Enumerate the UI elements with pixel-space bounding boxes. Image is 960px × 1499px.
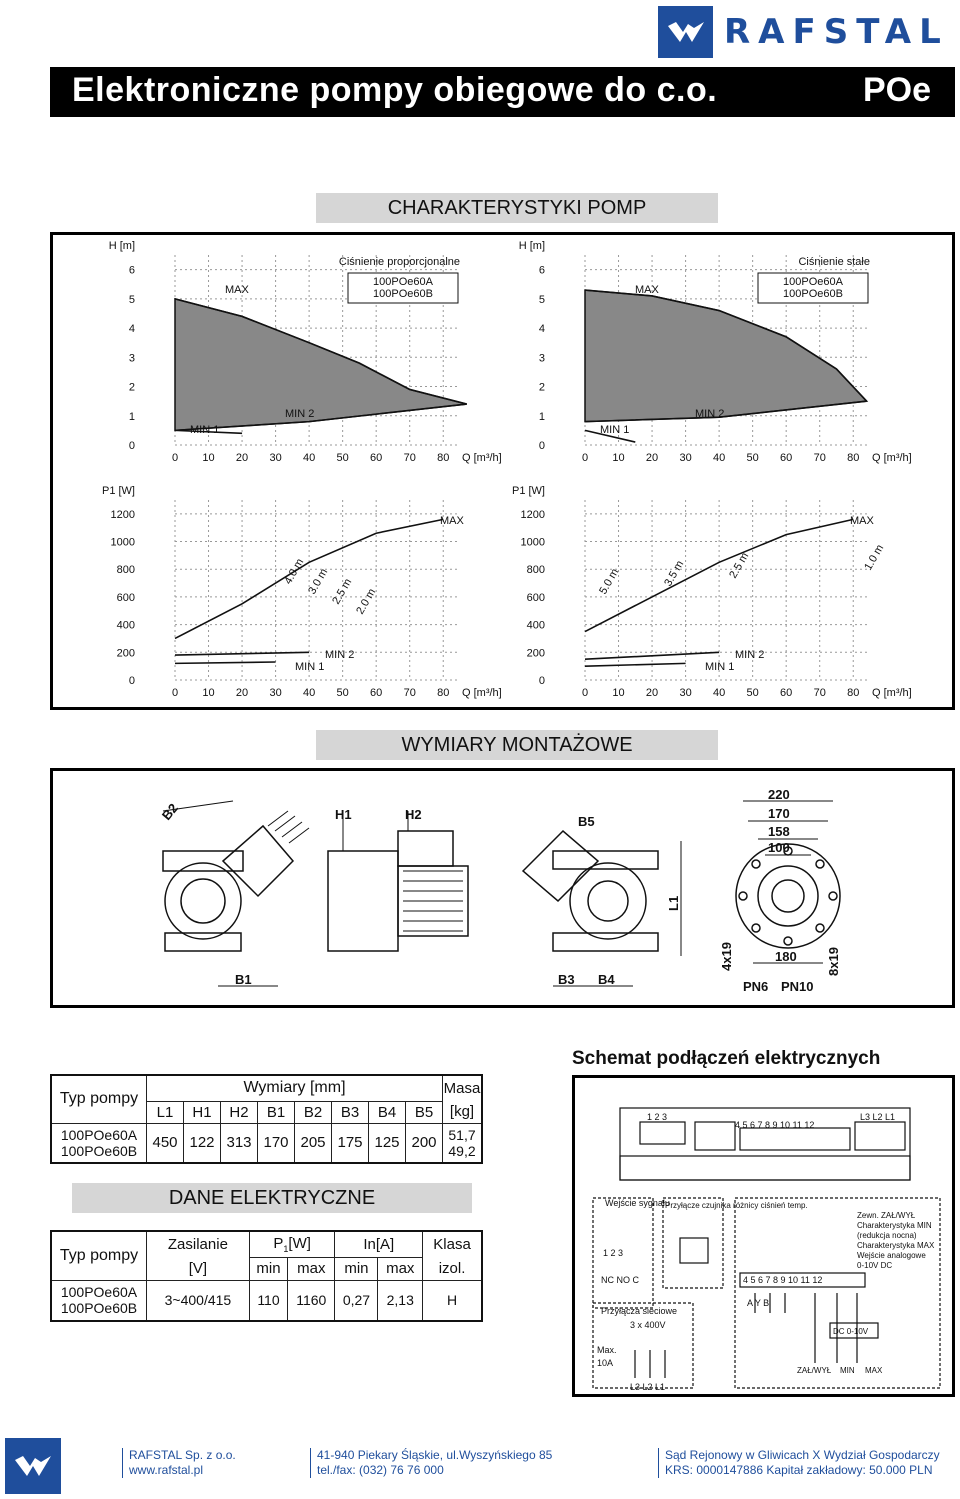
electrical-table xyxy=(50,1230,483,1322)
x-tick-label: 10 xyxy=(202,452,215,464)
el-class-sub: izol. xyxy=(423,1258,482,1281)
y-tick-label: 1 xyxy=(538,410,545,423)
el-current: In[A] xyxy=(335,1231,423,1258)
dim-value-l1: 450 xyxy=(147,1123,184,1163)
y-tick-label: 200 xyxy=(526,647,545,660)
footer-krs: KRS: 0000147886 Kapitał zakładowy: 50.000 PLN xyxy=(665,1463,933,1477)
el-supply: Zasilanie xyxy=(147,1231,250,1258)
el-class-val: H xyxy=(423,1280,482,1321)
dim-l1: L1 xyxy=(666,895,681,911)
dim-value-b5: 200 xyxy=(406,1123,443,1163)
y-tick-label: 1000 xyxy=(520,536,545,549)
curve-label: 1.0 m xyxy=(862,542,887,573)
wiring-panel xyxy=(572,1075,955,1397)
wiring-10a: 10A xyxy=(597,1358,614,1368)
dim-b4: B4 xyxy=(598,972,615,987)
y-tick-label: 4 xyxy=(128,323,135,336)
x-tick-label: 70 xyxy=(403,687,416,699)
sensor-socket xyxy=(680,1238,708,1263)
x-tick-label: 50 xyxy=(746,452,759,464)
wiring-min: MIN xyxy=(840,1366,855,1375)
y-tick-label: 0 xyxy=(128,675,135,687)
dim-h1: H1 xyxy=(335,807,352,822)
dim-masses: 51,7 49,2 xyxy=(443,1123,483,1163)
x-tick-label: 30 xyxy=(269,687,282,699)
x-tick-label: 20 xyxy=(645,687,659,699)
model-label: 100POe60B xyxy=(783,288,843,300)
charts-svg xyxy=(53,235,952,707)
dim-header-h2: H2 xyxy=(221,1101,258,1123)
curve-label: 4.0 m xyxy=(282,556,307,587)
dim-b3: B3 xyxy=(558,972,575,987)
operating-area xyxy=(585,290,867,422)
el-imin: 0,27 xyxy=(335,1280,378,1321)
chart-title: Ciśnienie proporcjonalne xyxy=(338,256,460,268)
x-tick-label: 40 xyxy=(712,687,726,699)
dim-group-header: Wymiary [mm] xyxy=(147,1075,443,1101)
footer-court: Sąd Rejonowy w Gliwicach X Wydział Gospodarczy xyxy=(665,1448,940,1462)
curve-label: MIN 2 xyxy=(285,408,315,420)
x-tick-label: 70 xyxy=(403,452,416,464)
mass-header: Masa xyxy=(443,1075,483,1101)
page-title: Elektroniczne pompy obiegowe do c.o. xyxy=(72,71,718,109)
x-axis-label: Q [m³/h] xyxy=(462,687,502,699)
pump-housing-back xyxy=(570,863,646,939)
y-tick-label: 3 xyxy=(538,352,545,365)
x-tick-label: 40 xyxy=(302,687,316,699)
footer-street: 41-940 Piekary Śląskie, ul.Wyszyńskiego 85 xyxy=(317,1448,553,1462)
wiring-l321: L3 L2 L1 xyxy=(630,1382,666,1392)
x-tick-label: 70 xyxy=(813,687,826,699)
dim-value-b2: 205 xyxy=(295,1123,332,1163)
dim-header-b2: B2 xyxy=(295,1101,332,1123)
wiring-zal: ZAŁ/WYŁ xyxy=(797,1366,832,1375)
curve-label: MIN 2 xyxy=(735,649,765,661)
curve-label: MAX xyxy=(440,515,464,527)
dim-value-h1: 122 xyxy=(184,1123,221,1163)
y-tick-label: 800 xyxy=(526,564,545,577)
chart-1 xyxy=(519,240,912,464)
wiring-max-l: MAX xyxy=(865,1366,883,1375)
curve-label: 3.0 m xyxy=(306,566,331,597)
curve-label: 5.0 m xyxy=(597,566,622,597)
dim-b1: B1 xyxy=(235,972,252,987)
y-tick-label: 5 xyxy=(128,293,135,306)
mass-unit: [kg] xyxy=(443,1101,483,1123)
label-pn10: PN10 xyxy=(781,979,814,994)
dim-220: 220 xyxy=(768,787,790,802)
wiring-t4-12-ext: 4 5 6 7 8 9 10 11 12 xyxy=(743,1275,823,1285)
y-axis-label: H [m] xyxy=(518,240,545,252)
curve-label: MAX xyxy=(225,284,249,296)
x-tick-label: 80 xyxy=(437,687,450,699)
x-tick-label: 80 xyxy=(847,452,860,464)
wiring-t123: 1 2 3 xyxy=(647,1112,668,1122)
model-label: 100POe60B xyxy=(373,288,433,300)
dim-header-h1: H1 xyxy=(184,1101,221,1123)
pump-housing-front xyxy=(165,863,241,939)
y-tick-label: 6 xyxy=(128,264,135,277)
dimensions-table xyxy=(50,1074,483,1164)
el-supply-unit: [V] xyxy=(147,1258,250,1281)
dim-8x19: 8x19 xyxy=(826,947,841,976)
x-tick-label: 60 xyxy=(780,452,793,464)
el-power: $P_1[W]$ xyxy=(249,1231,335,1258)
el-models: 100POe60A 100POe60B xyxy=(51,1280,147,1321)
x-tick-label: 0 xyxy=(171,452,179,464)
x-tick-label: 60 xyxy=(370,452,383,464)
dimensions-panel xyxy=(50,768,955,1008)
operating-area xyxy=(175,299,467,431)
x-tick-label: 20 xyxy=(235,687,249,699)
y-tick-label: 2 xyxy=(128,381,135,394)
dim-100: 100 xyxy=(768,840,790,855)
chart-title: Ciśnienie stałe xyxy=(798,256,870,268)
y-tick-label: 1 xyxy=(128,410,135,423)
wiring-ext5: Wejście analogowe xyxy=(857,1251,926,1260)
el-pmin-h: min xyxy=(249,1258,287,1281)
el-pmax-h: max xyxy=(288,1258,335,1281)
curve-label: MIN 2 xyxy=(325,649,355,661)
curve-label: 3.5 m xyxy=(662,558,687,589)
el-imax: 2,13 xyxy=(378,1280,423,1321)
y-axis-label: P1 [W] xyxy=(511,485,545,497)
dim-170: 170 xyxy=(768,806,790,821)
sensor-block xyxy=(663,1198,723,1288)
dim-col-type: Typ pompy xyxy=(51,1075,147,1123)
curve-label: MIN 1 xyxy=(295,661,325,673)
wiring-mains: Przyłącza sieciowe xyxy=(601,1306,678,1316)
el-supply-val: 3~400/415 xyxy=(147,1280,250,1321)
curve-label: MIN 1 xyxy=(190,424,220,436)
curve-label: MIN 1 xyxy=(600,424,630,436)
brand-name: RAFSTAL xyxy=(724,12,949,52)
x-tick-label: 10 xyxy=(202,687,215,699)
wiring-ext6: 0-10V DC xyxy=(857,1261,893,1270)
dim-158: 158 xyxy=(768,824,790,839)
dim-header-b4: B4 xyxy=(369,1101,406,1123)
terminal-box-back xyxy=(523,831,598,901)
y-tick-label: 0 xyxy=(128,440,135,452)
wiring-nc-no-c: NC NO C xyxy=(601,1275,639,1285)
x-tick-label: 60 xyxy=(370,687,383,699)
y-tick-label: 1200 xyxy=(520,508,545,521)
x-tick-label: 50 xyxy=(336,452,349,464)
dim-header-l1: L1 xyxy=(147,1101,184,1123)
label-pn6: PN6 xyxy=(743,979,769,994)
section-electrical-title: DANE ELEKTRYCZNE xyxy=(72,1183,472,1213)
curve-label: MIN 2 xyxy=(695,408,725,420)
footer-company-name: RAFSTAL Sp. z o.o. xyxy=(129,1448,236,1462)
y-tick-label: 600 xyxy=(526,591,545,604)
dim-h2: H2 xyxy=(405,807,422,822)
el-pmin: 110 xyxy=(249,1280,287,1321)
x-tick-label: 0 xyxy=(171,687,179,699)
section-characteristics-title: CHARAKTERYSTYKI POMP xyxy=(316,193,718,223)
wiring-ext1: Zewn. ZAŁ/WYŁ xyxy=(857,1211,916,1220)
wiring-400v: 3 x 400V xyxy=(630,1320,666,1330)
wiring-tl: L3 L2 L1 xyxy=(860,1112,896,1122)
dim-value-b3: 175 xyxy=(332,1123,369,1163)
x-tick-label: 30 xyxy=(269,452,282,464)
wiring-svg xyxy=(575,1078,952,1394)
control-box-side xyxy=(398,831,453,866)
series-min-2 xyxy=(585,652,719,659)
wiring-t123-sig: 1 2 3 xyxy=(603,1248,624,1258)
dim-models: 100POe60A 100POe60B xyxy=(51,1123,147,1163)
y-tick-label: 200 xyxy=(116,647,135,660)
wiring-signal-in: Wejście sygnału xyxy=(605,1198,670,1208)
y-tick-label: 400 xyxy=(116,619,135,632)
dim-header-b3: B3 xyxy=(332,1101,369,1123)
y-tick-label: 400 xyxy=(526,619,545,632)
footer-logo-icon xyxy=(5,1438,61,1494)
x-tick-label: 0 xyxy=(581,452,589,464)
x-tick-label: 80 xyxy=(847,687,860,699)
y-tick-label: 0 xyxy=(538,440,545,452)
chart-2 xyxy=(102,485,502,699)
y-axis-label: H [m] xyxy=(108,240,135,252)
curve-label: MIN 1 xyxy=(705,661,735,673)
footer-company xyxy=(122,1448,236,1478)
wiring-t4-12: 4 5 6 7 8 9 10 11 12 xyxy=(735,1120,815,1130)
y-tick-label: 4 xyxy=(538,323,545,336)
section-dimensions-title: WYMIARY MONTAŻOWE xyxy=(316,730,718,760)
x-tick-label: 80 xyxy=(437,452,450,464)
logo-mark-icon xyxy=(658,6,713,58)
wiring-ext2: Charakterystyka MIN xyxy=(857,1221,932,1230)
curve-label: MAX xyxy=(635,284,659,296)
y-tick-label: 3 xyxy=(128,352,135,365)
el-pmax: 1160 xyxy=(288,1280,335,1321)
dim-header-b5: B5 xyxy=(406,1101,443,1123)
header-bar xyxy=(50,67,955,117)
y-tick-label: 1000 xyxy=(110,536,135,549)
x-tick-label: 70 xyxy=(813,452,826,464)
dim-180: 180 xyxy=(775,949,797,964)
wiring-ext3: (redukcja nocna) xyxy=(857,1231,917,1240)
x-tick-label: 30 xyxy=(679,687,692,699)
y-tick-label: 0 xyxy=(538,675,545,687)
dim-b2: B2 xyxy=(158,800,181,823)
dim-value-b1: 170 xyxy=(258,1123,295,1163)
y-tick-label: 1200 xyxy=(110,508,135,521)
footer-phone: tel./fax: (032) 76 76 000 xyxy=(317,1463,444,1477)
x-axis-label: Q [m³/h] xyxy=(872,687,912,699)
y-axis-label: P1 [W] xyxy=(101,485,135,497)
x-tick-label: 30 xyxy=(679,452,692,464)
dim-4x19: 4x19 xyxy=(719,942,734,971)
curve-label: 2.5 m xyxy=(330,576,355,607)
y-tick-label: 6 xyxy=(538,264,545,277)
wiring-title: Schemat podłączeń elektrycznych xyxy=(572,1048,881,1069)
model-label: 100POe60A xyxy=(373,276,433,288)
x-tick-label: 50 xyxy=(336,687,349,699)
curve-label: 2.0 m xyxy=(354,586,379,617)
el-col-type: Typ pompy xyxy=(51,1231,147,1280)
chart-3 xyxy=(512,485,912,699)
x-tick-label: 0 xyxy=(581,687,589,699)
flange-bottom xyxy=(165,933,241,951)
footer-address xyxy=(310,1448,552,1478)
x-tick-label: 20 xyxy=(235,452,249,464)
charts-panel xyxy=(50,232,955,710)
wiring-sensor: Przyłącze czujnika różnicy ciśnień temp. xyxy=(665,1201,808,1210)
y-tick-label: 2 xyxy=(538,381,545,394)
wiring-ext4: Charakterystyka MAX xyxy=(857,1241,935,1250)
x-tick-label: 20 xyxy=(645,452,659,464)
flange-view xyxy=(736,844,840,948)
curve-label: 2.5 m xyxy=(727,550,752,581)
wiring-ayb: A Y B xyxy=(747,1298,770,1308)
footer-registry xyxy=(658,1448,940,1478)
y-tick-label: 5 xyxy=(538,293,545,306)
model-label: 100POe60A xyxy=(783,276,843,288)
x-tick-label: 60 xyxy=(780,687,793,699)
dim-header-b1: B1 xyxy=(258,1101,295,1123)
footer-web[interactable]: www.rafstal.pl xyxy=(129,1463,204,1477)
x-tick-label: 50 xyxy=(746,687,759,699)
x-tick-label: 40 xyxy=(712,452,726,464)
x-tick-label: 40 xyxy=(302,452,316,464)
el-imax-h: max xyxy=(378,1258,423,1281)
dim-b5: B5 xyxy=(578,814,595,829)
dimension-drawings xyxy=(53,771,952,1005)
y-tick-label: 600 xyxy=(116,591,135,604)
series-min-1 xyxy=(585,663,686,666)
el-class: Klasa xyxy=(423,1231,482,1258)
sensor-socket-top xyxy=(695,1122,735,1150)
brand-logo xyxy=(658,6,956,58)
el-imin-h: min xyxy=(335,1258,378,1281)
wiring-dc: DC 0-10V xyxy=(833,1327,869,1336)
series-min-1 xyxy=(175,662,276,663)
x-tick-label: 10 xyxy=(612,452,625,464)
pump-body-side xyxy=(328,851,398,951)
x-axis-label: Q [m³/h] xyxy=(872,452,912,464)
chart-0 xyxy=(109,240,502,464)
dim-value-h2: 313 xyxy=(221,1123,258,1163)
y-tick-label: 800 xyxy=(116,564,135,577)
wiring-max: Max. xyxy=(597,1345,617,1355)
product-code: POe xyxy=(862,71,931,109)
curve-label: MAX xyxy=(850,515,874,527)
dim-value-b4: 125 xyxy=(369,1123,406,1163)
x-axis-label: Q [m³/h] xyxy=(462,452,502,464)
x-tick-label: 10 xyxy=(612,687,625,699)
